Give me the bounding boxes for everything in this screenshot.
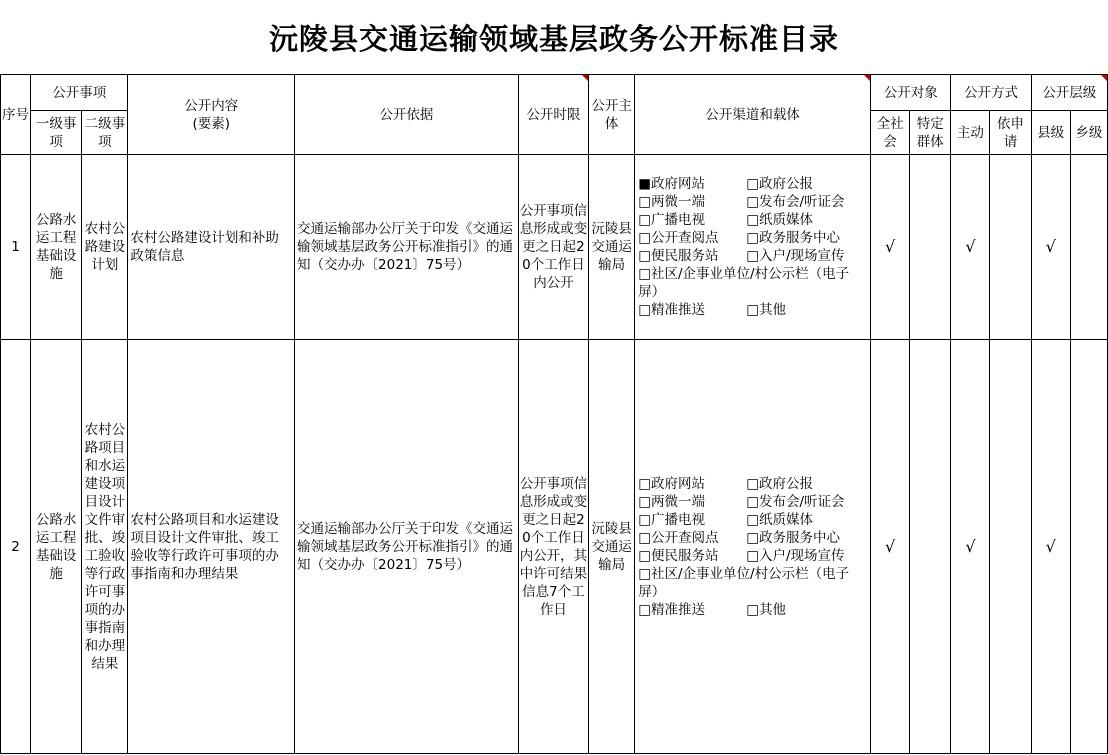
header-seq: 序号: [1, 75, 31, 155]
row-audience-all: √: [871, 155, 910, 340]
row-tier-county: √: [1031, 155, 1070, 340]
channel-option: □纸质媒体: [746, 212, 813, 228]
row-seq: 2: [1, 340, 31, 754]
channel-option: □政府公报: [746, 176, 813, 192]
channel-option: □两微一端: [638, 493, 705, 510]
row-method-active: √: [951, 155, 990, 340]
catalog-table: [0, 74, 1108, 754]
document-title: 沅陵县交通运输领域基层政务公开标准目录: [0, 0, 1108, 75]
row-seq: 1: [1, 155, 31, 340]
header-basis: 公开依据: [295, 75, 519, 155]
channel-line: [638, 211, 868, 229]
table-row: [1, 340, 1108, 754]
channel-line: [638, 301, 868, 319]
row-level2: 农村公路项目和水运建设项目设计文件审批、竣工验收等行政许可事项的办事指南和办理结果: [82, 340, 128, 754]
row-time-limit: 公开事项信息形成或变更之日起20个工作日内公开，其中许可结果信息7个工作日: [518, 340, 588, 754]
channel-option: □政府网站: [638, 475, 705, 492]
row-channels: [635, 155, 871, 340]
row-time-limit: 公开事项信息形成或变更之日起20个工作日内公开: [518, 155, 588, 340]
channel-option: □社区/企事业单位/村公示栏（电子屏）: [638, 266, 850, 300]
channel-option: □入户/现场宣传: [746, 547, 845, 564]
header-tier-town: 乡级: [1070, 111, 1107, 155]
channel-option: □政府公报: [746, 475, 813, 492]
channel-line: [638, 493, 868, 511]
header-item: 公开事项: [31, 75, 128, 111]
row-tier-town: [1070, 340, 1107, 754]
row-level1: 公路水运工程基础设施: [31, 155, 82, 340]
channel-option: □便民服务站: [638, 248, 719, 264]
header-audience-specific: 特定群体: [910, 111, 951, 155]
row-level2: 农村公路建设计划: [82, 155, 128, 340]
channel-option: □社区/企事业单位/村公示栏（电子屏）: [638, 565, 850, 600]
row-content: 农村公路建设计划和补助政策信息: [128, 155, 295, 340]
table-row: [1, 155, 1108, 340]
channel-option: □广播电视: [638, 212, 705, 228]
row-audience-all: √: [871, 340, 910, 754]
channel-line: [638, 511, 868, 529]
row-method-active: √: [951, 340, 990, 754]
header-audience: 公开对象: [871, 75, 951, 111]
channel-option: □发布会/听证会: [746, 194, 845, 210]
channel-option: □广播电视: [638, 511, 705, 528]
row-level1: 公路水运工程基础设施: [31, 340, 82, 754]
channel-line: [638, 175, 868, 193]
row-basis: 交通运输部办公厅关于印发《交通运输领域基层政务公开标准指引》的通知（交办办〔2021〕75号）: [295, 155, 519, 340]
header-subject: 公开主体: [589, 75, 635, 155]
header-tier-county: 县级: [1031, 111, 1070, 155]
header-method: 公开方式: [951, 75, 1031, 111]
header-time-limit: 公开时限: [518, 75, 588, 155]
row-audience-specific: [910, 155, 951, 340]
header-tier: 公开层级: [1031, 75, 1107, 111]
channel-option: □精准推送: [638, 302, 705, 318]
channel-option: □发布会/听证会: [746, 493, 845, 510]
row-method-request: [990, 340, 1031, 754]
channel-option: □精准推送: [638, 601, 705, 618]
channel-line: [638, 565, 868, 601]
row-channels: [635, 340, 871, 754]
channel-option: □便民服务站: [638, 547, 719, 564]
channel-line: [638, 547, 868, 565]
row-tier-county: √: [1031, 340, 1070, 754]
header-audience-all: 全社会: [871, 111, 910, 155]
header-method-active: 主动: [951, 111, 990, 155]
channel-option: □公开查阅点: [638, 529, 719, 546]
channel-line: [638, 601, 868, 619]
row-audience-specific: [910, 340, 951, 754]
row-content: 农村公路项目和水运建设项目设计文件审批、竣工验收等行政许可事项的办事指南和办理结果: [128, 340, 295, 754]
row-tier-town: [1070, 155, 1107, 340]
channel-option: ■政府网站: [638, 176, 705, 192]
header-level1: 一级事项: [31, 111, 82, 155]
channel-option: □入户/现场宣传: [746, 248, 845, 264]
header-channels: 公开渠道和载体: [635, 75, 871, 155]
channel-line: [638, 229, 868, 247]
header-method-request: 依申请: [990, 111, 1031, 155]
row-method-request: [990, 155, 1031, 340]
header-level2: 二级事项: [82, 111, 128, 155]
channel-line: [638, 265, 868, 301]
channel-option: □两微一端: [638, 194, 705, 210]
channel-line: [638, 193, 868, 211]
header-content: 公开内容 (要素): [128, 75, 295, 155]
channel-option: □政务服务中心: [746, 529, 840, 546]
channel-option: □公开查阅点: [638, 230, 719, 246]
channel-line: [638, 475, 868, 493]
channel-option: □其他: [746, 601, 786, 618]
channel-line: [638, 247, 868, 265]
channel-line: [638, 529, 868, 547]
row-subject: 沅陵县交通运输局: [589, 340, 635, 754]
row-subject: 沅陵县交通运输局: [589, 155, 635, 340]
channel-option: □纸质媒体: [746, 511, 813, 528]
channel-option: □政务服务中心: [746, 230, 840, 246]
channel-option: □其他: [746, 302, 786, 318]
row-basis: 交通运输部办公厅关于印发《交通运输领域基层政务公开标准指引》的通知（交办办〔2021〕75号）: [295, 340, 519, 754]
